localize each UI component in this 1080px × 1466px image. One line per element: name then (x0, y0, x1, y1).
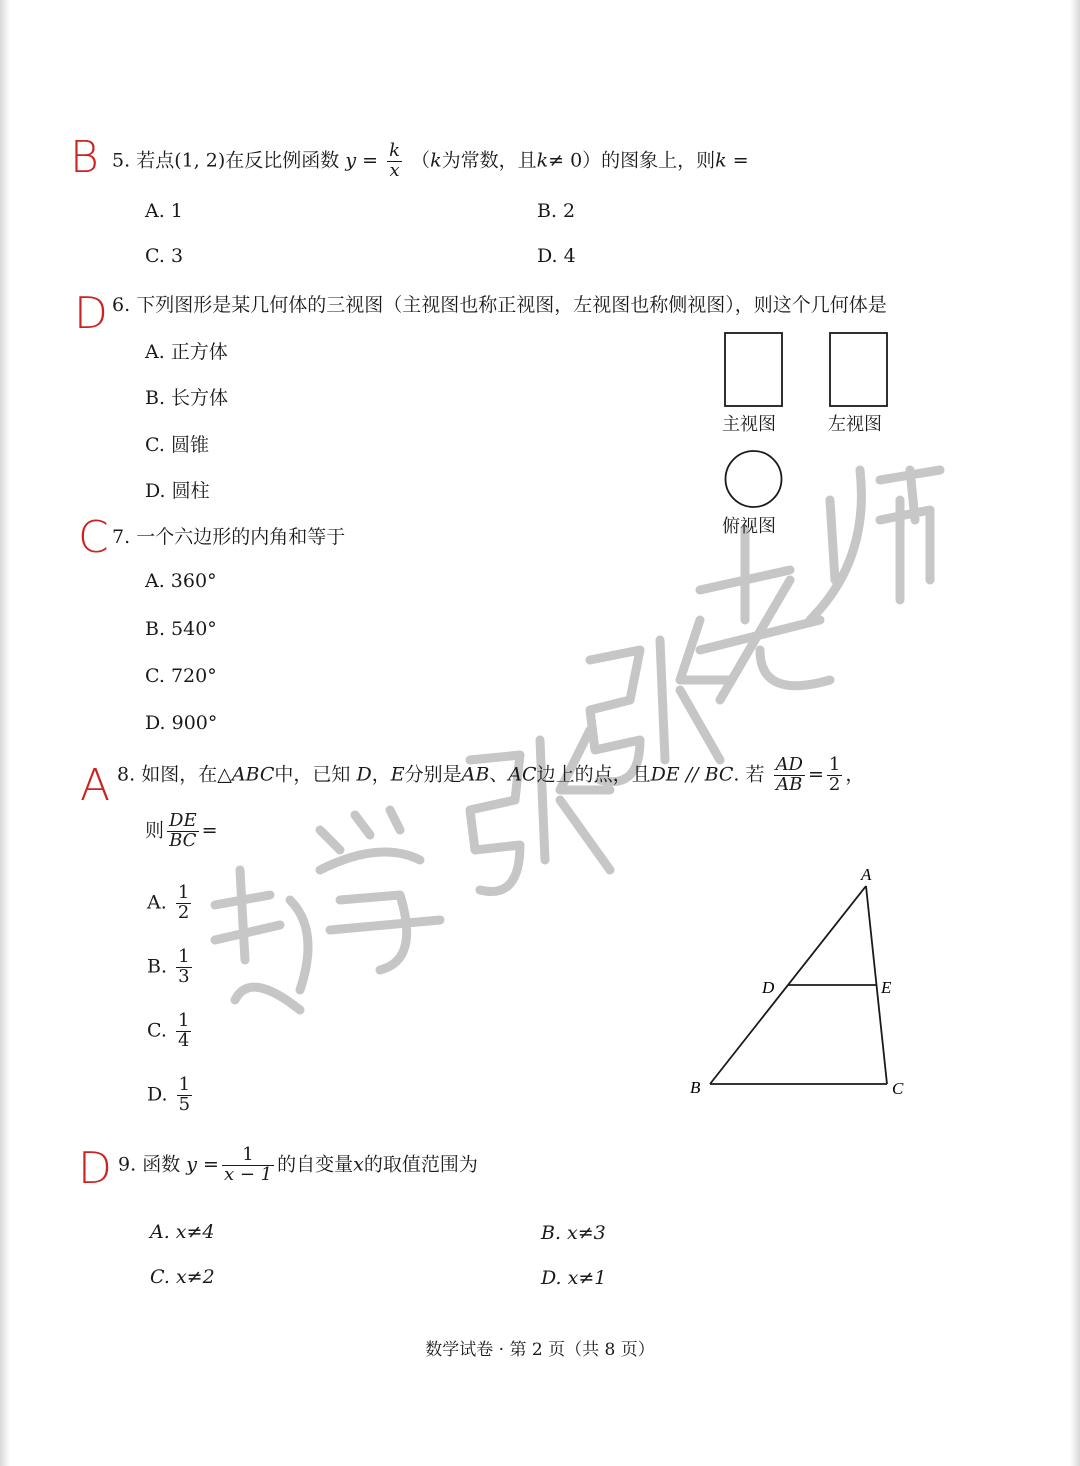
q7-option-a: A. 360° (145, 570, 217, 592)
q5-stem-b: （ (411, 149, 431, 172)
q7-option-b: B. 540° (145, 618, 217, 640)
q9-x: x (353, 1153, 364, 1176)
q8-option-c-fraction (176, 1012, 191, 1051)
q8-option-b-fraction (176, 948, 191, 987)
q6-stem (112, 290, 887, 317)
q9-stem (118, 1146, 478, 1185)
q9-stem-b: 的自变量 (277, 1153, 354, 1176)
q8-option-b (147, 948, 195, 987)
q8-ratio-half (827, 756, 842, 795)
q8-option-a-den: 2 (177, 901, 190, 923)
q8-tail: ， (845, 763, 865, 786)
q9-option-a: A. x≠4 (150, 1221, 215, 1243)
q8-option-a-num: 1 (177, 882, 190, 903)
q9-option-d: D. x≠1 (541, 1267, 607, 1289)
q7-stem-text: 一个六边形的内角和等于 (136, 526, 346, 548)
q9-stem-c: 的取值范围为 (363, 1153, 478, 1176)
left-view-label: 左视图 (828, 414, 882, 435)
q8-e: E (390, 763, 405, 786)
q8-ratio-ad-ab (774, 756, 805, 795)
q6-number: 6. (112, 294, 131, 316)
q8-option-b-num: 1 (178, 946, 190, 967)
q8-stem-c: 分别是 (404, 763, 462, 786)
q8-option-c-num: 1 (177, 1010, 190, 1031)
q5-frac-numerator: k (389, 140, 400, 161)
page-footer: 数学试卷 · 第 2 页（共 8 页） (425, 1340, 655, 1360)
q9-number: 9. (118, 1153, 137, 1176)
q8-option-b-label: B. (147, 955, 168, 978)
q8-ab: AB (461, 763, 490, 786)
q8-option-b-den: 3 (178, 965, 190, 987)
q9-frac-denominator: x − 1 (223, 1163, 273, 1185)
q8-stem-a: 如图，在△ (141, 763, 232, 786)
q9-frac-numerator: 1 (222, 1146, 274, 1166)
q8-option-d-fraction (177, 1076, 192, 1115)
q8-stem (117, 756, 864, 795)
q8-half-numerator: 1 (828, 754, 841, 775)
q9-option-b: B. x≠3 (541, 1222, 606, 1244)
q5-k3: k (715, 149, 727, 172)
q8-q-numerator: DE (169, 810, 197, 831)
q6-option-a: A. 正方体 (145, 341, 228, 363)
vertex-c-label: C (892, 1079, 904, 1098)
q8-option-d-num: 1 (178, 1074, 191, 1095)
q8-then: 则 (145, 819, 165, 842)
point-e-label: E (881, 978, 892, 997)
front-view-label: 主视图 (722, 414, 776, 435)
q9-option-c: C. x≠2 (150, 1266, 215, 1288)
q5-y-eq: y = (345, 149, 379, 172)
q8-de-parallel-bc: DE // BC (650, 763, 734, 786)
q5-option-a: A. 1 (145, 200, 183, 222)
q8-option-d (147, 1076, 195, 1115)
top-view-label: 俯视图 (722, 516, 776, 537)
q5-stem (112, 142, 749, 181)
q5-stem-e: = (732, 149, 749, 172)
q8-option-d-den: 5 (178, 1093, 191, 1115)
q5-k2: k (536, 149, 549, 172)
q8-option-c (147, 1012, 194, 1051)
q8-number: 8. (117, 763, 136, 786)
q8-question-line (145, 812, 218, 851)
q7-option-c: C. 720° (145, 665, 217, 687)
q5-handwritten-answer: B (70, 132, 99, 183)
q8-fraction-de-bc (167, 812, 199, 851)
q5-stem-a: 若点(1, 2)在反比例函数 (136, 149, 340, 172)
q8-q-eq: = (201, 819, 218, 842)
q5-stem-c: 为常数，且 (441, 149, 537, 172)
q8-d: D (356, 763, 372, 786)
vertex-b-label: B (690, 1078, 701, 1097)
q7-option-d: D. 900° (145, 712, 218, 734)
q5-k1: k (430, 149, 442, 172)
q6-option-b: B. 长方体 (145, 387, 229, 409)
q8-ratio-numerator: AD (775, 754, 803, 775)
q9-y-eq: y = (186, 1153, 219, 1176)
q5-fraction-k-over-x (387, 142, 402, 181)
q7-stem (112, 522, 345, 549)
q7-number: 7. (112, 526, 131, 548)
q8-triangle-figure (680, 860, 920, 1110)
q5-option-c: C. 3 (145, 245, 184, 267)
q5-option-b: B. 2 (537, 200, 576, 222)
q8-half-denominator: 2 (828, 773, 841, 795)
q5-frac-denominator: x (389, 159, 400, 181)
front-view-rectangle (725, 333, 782, 406)
q6-option-d: D. 圆柱 (145, 480, 210, 502)
q5-number: 5. (112, 149, 131, 172)
vertex-a-label: A (861, 865, 872, 884)
q8-stem-d: 边上的点，且 (536, 763, 651, 786)
q8-stem-b: 中，已知 (274, 763, 351, 786)
q8-option-c-den: 4 (177, 1029, 190, 1051)
q9-fraction (222, 1146, 274, 1185)
left-view-rectangle (830, 333, 887, 406)
q7-handwritten-answer: C (78, 512, 109, 563)
q8-option-d-label: D. (147, 1083, 168, 1106)
q8-eq: = (808, 763, 824, 786)
q8-ac: AC (508, 763, 537, 786)
q6-option-c: C. 圆锥 (145, 434, 209, 456)
q9-stem-a: 函数 (142, 1153, 181, 1176)
q5-option-d: D. 4 (537, 245, 576, 267)
q8-option-c-label: C. (147, 1019, 167, 1042)
q8-option-a-label: A. (147, 891, 167, 914)
top-view-circle (726, 451, 782, 507)
q8-sep: 、 (489, 763, 509, 786)
q8-handwritten-answer: A (80, 760, 111, 811)
q8-stem-e: . 若 (733, 763, 765, 786)
q6-stem-text: 下列图形是某几何体的三视图（主视图也称正视图，左视图也称侧视图），则这个几何体是 (136, 294, 887, 316)
point-d-label: D (762, 978, 775, 997)
q6-handwritten-answer: D (74, 288, 108, 339)
q8-comma: ， (371, 763, 391, 786)
q8-abc: ABC (231, 763, 275, 786)
q8-q-denominator: BC (169, 829, 197, 851)
q8-ratio-denominator: AB (776, 773, 803, 795)
q5-stem-d: ≠ 0）的图象上，则 (548, 149, 716, 172)
q8-option-a (147, 884, 194, 923)
q9-handwritten-answer: D (78, 1143, 112, 1194)
q8-option-a-fraction (176, 884, 191, 923)
